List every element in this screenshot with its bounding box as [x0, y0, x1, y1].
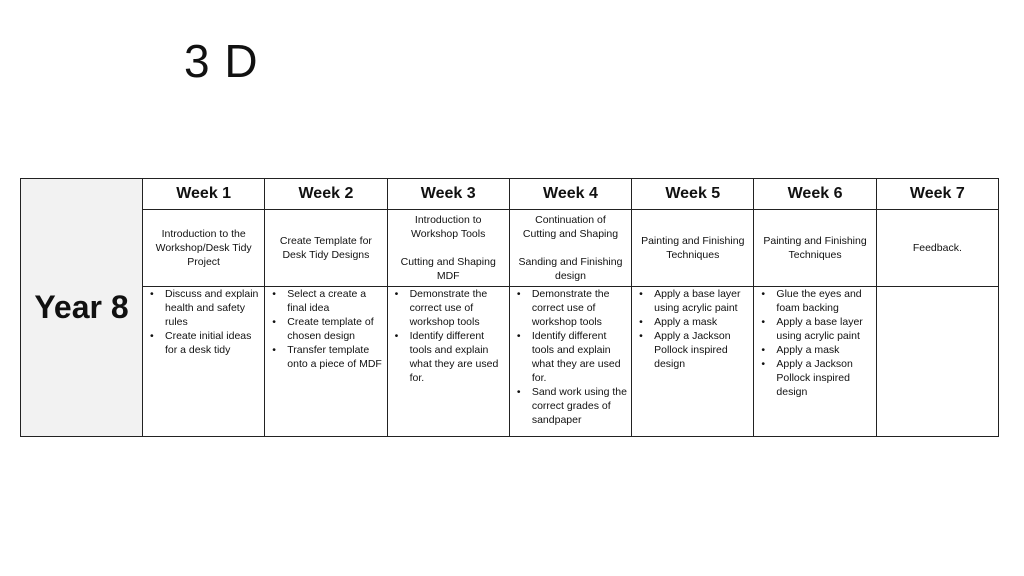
summary-gap — [388, 241, 509, 255]
week-summary-line: Cutting and Shaping — [400, 256, 496, 268]
week-summary-cell — [387, 210, 509, 287]
objective-item: • Apply a mask — [654, 315, 753, 329]
week-header: Week 7 — [876, 179, 998, 210]
objective-item: • Sand work using the correct grades of sandpaper — [532, 385, 631, 427]
week-objectives-cell — [509, 287, 631, 437]
week-summary-line: Desk Tidy Designs — [282, 249, 370, 261]
week-summary-line: Cutting and Shaping — [522, 228, 619, 240]
objectives-list — [143, 287, 264, 357]
week-objectives-cell — [387, 287, 509, 437]
objective-item: • Apply a Jackson Pollock inspired design — [654, 329, 753, 371]
week-header: Week 4 — [509, 179, 631, 210]
week-objectives-cell — [754, 287, 876, 437]
objective-item: • Demonstrate the correct use of workshop tools — [532, 287, 631, 329]
week-header: Week 2 — [265, 179, 387, 210]
year-label: Year 8 — [21, 179, 143, 437]
week-summary-line: Workshop Tools — [411, 228, 486, 240]
week-header: Week 6 — [754, 179, 876, 210]
week-summary-line: Create Template for — [279, 235, 372, 247]
objective-item: • Identify different tools and explain what they are used for. — [410, 329, 509, 385]
week-summary-line: MDF — [436, 270, 460, 282]
week-summary-cell — [754, 210, 876, 287]
week-summary-line: Introduction to the — [161, 228, 246, 240]
week-objectives-cell — [265, 287, 387, 437]
week-summary-line: Painting and Finishing — [641, 235, 745, 247]
week-summary-line: design — [555, 270, 586, 282]
week-summary-line: Feedback. — [912, 242, 962, 254]
objectives-list — [510, 287, 631, 427]
slide-title: 3 D — [184, 35, 259, 87]
week-summary-line: Sanding and Finishing — [518, 256, 623, 268]
week-summary-cell — [876, 210, 998, 287]
objective-item: • Demonstrate the correct use of workshop tools — [410, 287, 509, 329]
objective-item: • Create template of chosen design — [287, 315, 386, 343]
objective-item: • Select a create a final idea — [287, 287, 386, 315]
objectives-list — [632, 287, 753, 371]
week-header-row — [21, 179, 999, 210]
objective-item: • Transfer template onto a piece of MDF — [287, 343, 386, 371]
week-detail-row — [21, 287, 999, 437]
week-objectives-cell — [632, 287, 754, 437]
week-header: Week 5 — [632, 179, 754, 210]
objectives-list — [265, 287, 386, 371]
week-summary-row — [21, 210, 999, 287]
week-summary-line: Techniques — [788, 249, 842, 261]
objective-item: • Create initial ideas for a desk tidy — [165, 329, 264, 357]
week-summary-line: Project — [187, 256, 220, 268]
week-summary-line: Continuation of — [535, 214, 606, 226]
week-summary-line: Workshop/Desk Tidy — [155, 242, 252, 254]
objective-item: • Apply a base layer using acrylic paint — [776, 315, 875, 343]
objective-item: • Apply a base layer using acrylic paint — [654, 287, 753, 315]
week-header: Week 3 — [387, 179, 509, 210]
year-schedule-table — [20, 178, 999, 437]
week-summary-line: Painting and Finishing — [763, 235, 867, 247]
week-summary-cell — [632, 210, 754, 287]
week-summary-cell — [509, 210, 631, 287]
objective-item: • Identify different tools and explain what they are used for. — [532, 329, 631, 385]
objectives-list — [754, 287, 875, 399]
objectives-list — [388, 287, 509, 385]
objective-item: • Apply a mask — [776, 343, 875, 357]
week-summary-cell — [143, 210, 265, 287]
week-summary-line: Introduction to — [414, 214, 482, 226]
summary-gap — [510, 241, 631, 255]
objective-item: • Apply a Jackson Pollock inspired design — [776, 357, 875, 399]
week-objectives-cell — [876, 287, 998, 437]
week-objectives-cell — [143, 287, 265, 437]
week-summary-cell — [265, 210, 387, 287]
objective-item: • Glue the eyes and foam backing — [776, 287, 875, 315]
week-summary-line: Techniques — [666, 249, 720, 261]
objective-item: • Discuss and explain health and safety rules — [165, 287, 264, 329]
week-header: Week 1 — [143, 179, 265, 210]
